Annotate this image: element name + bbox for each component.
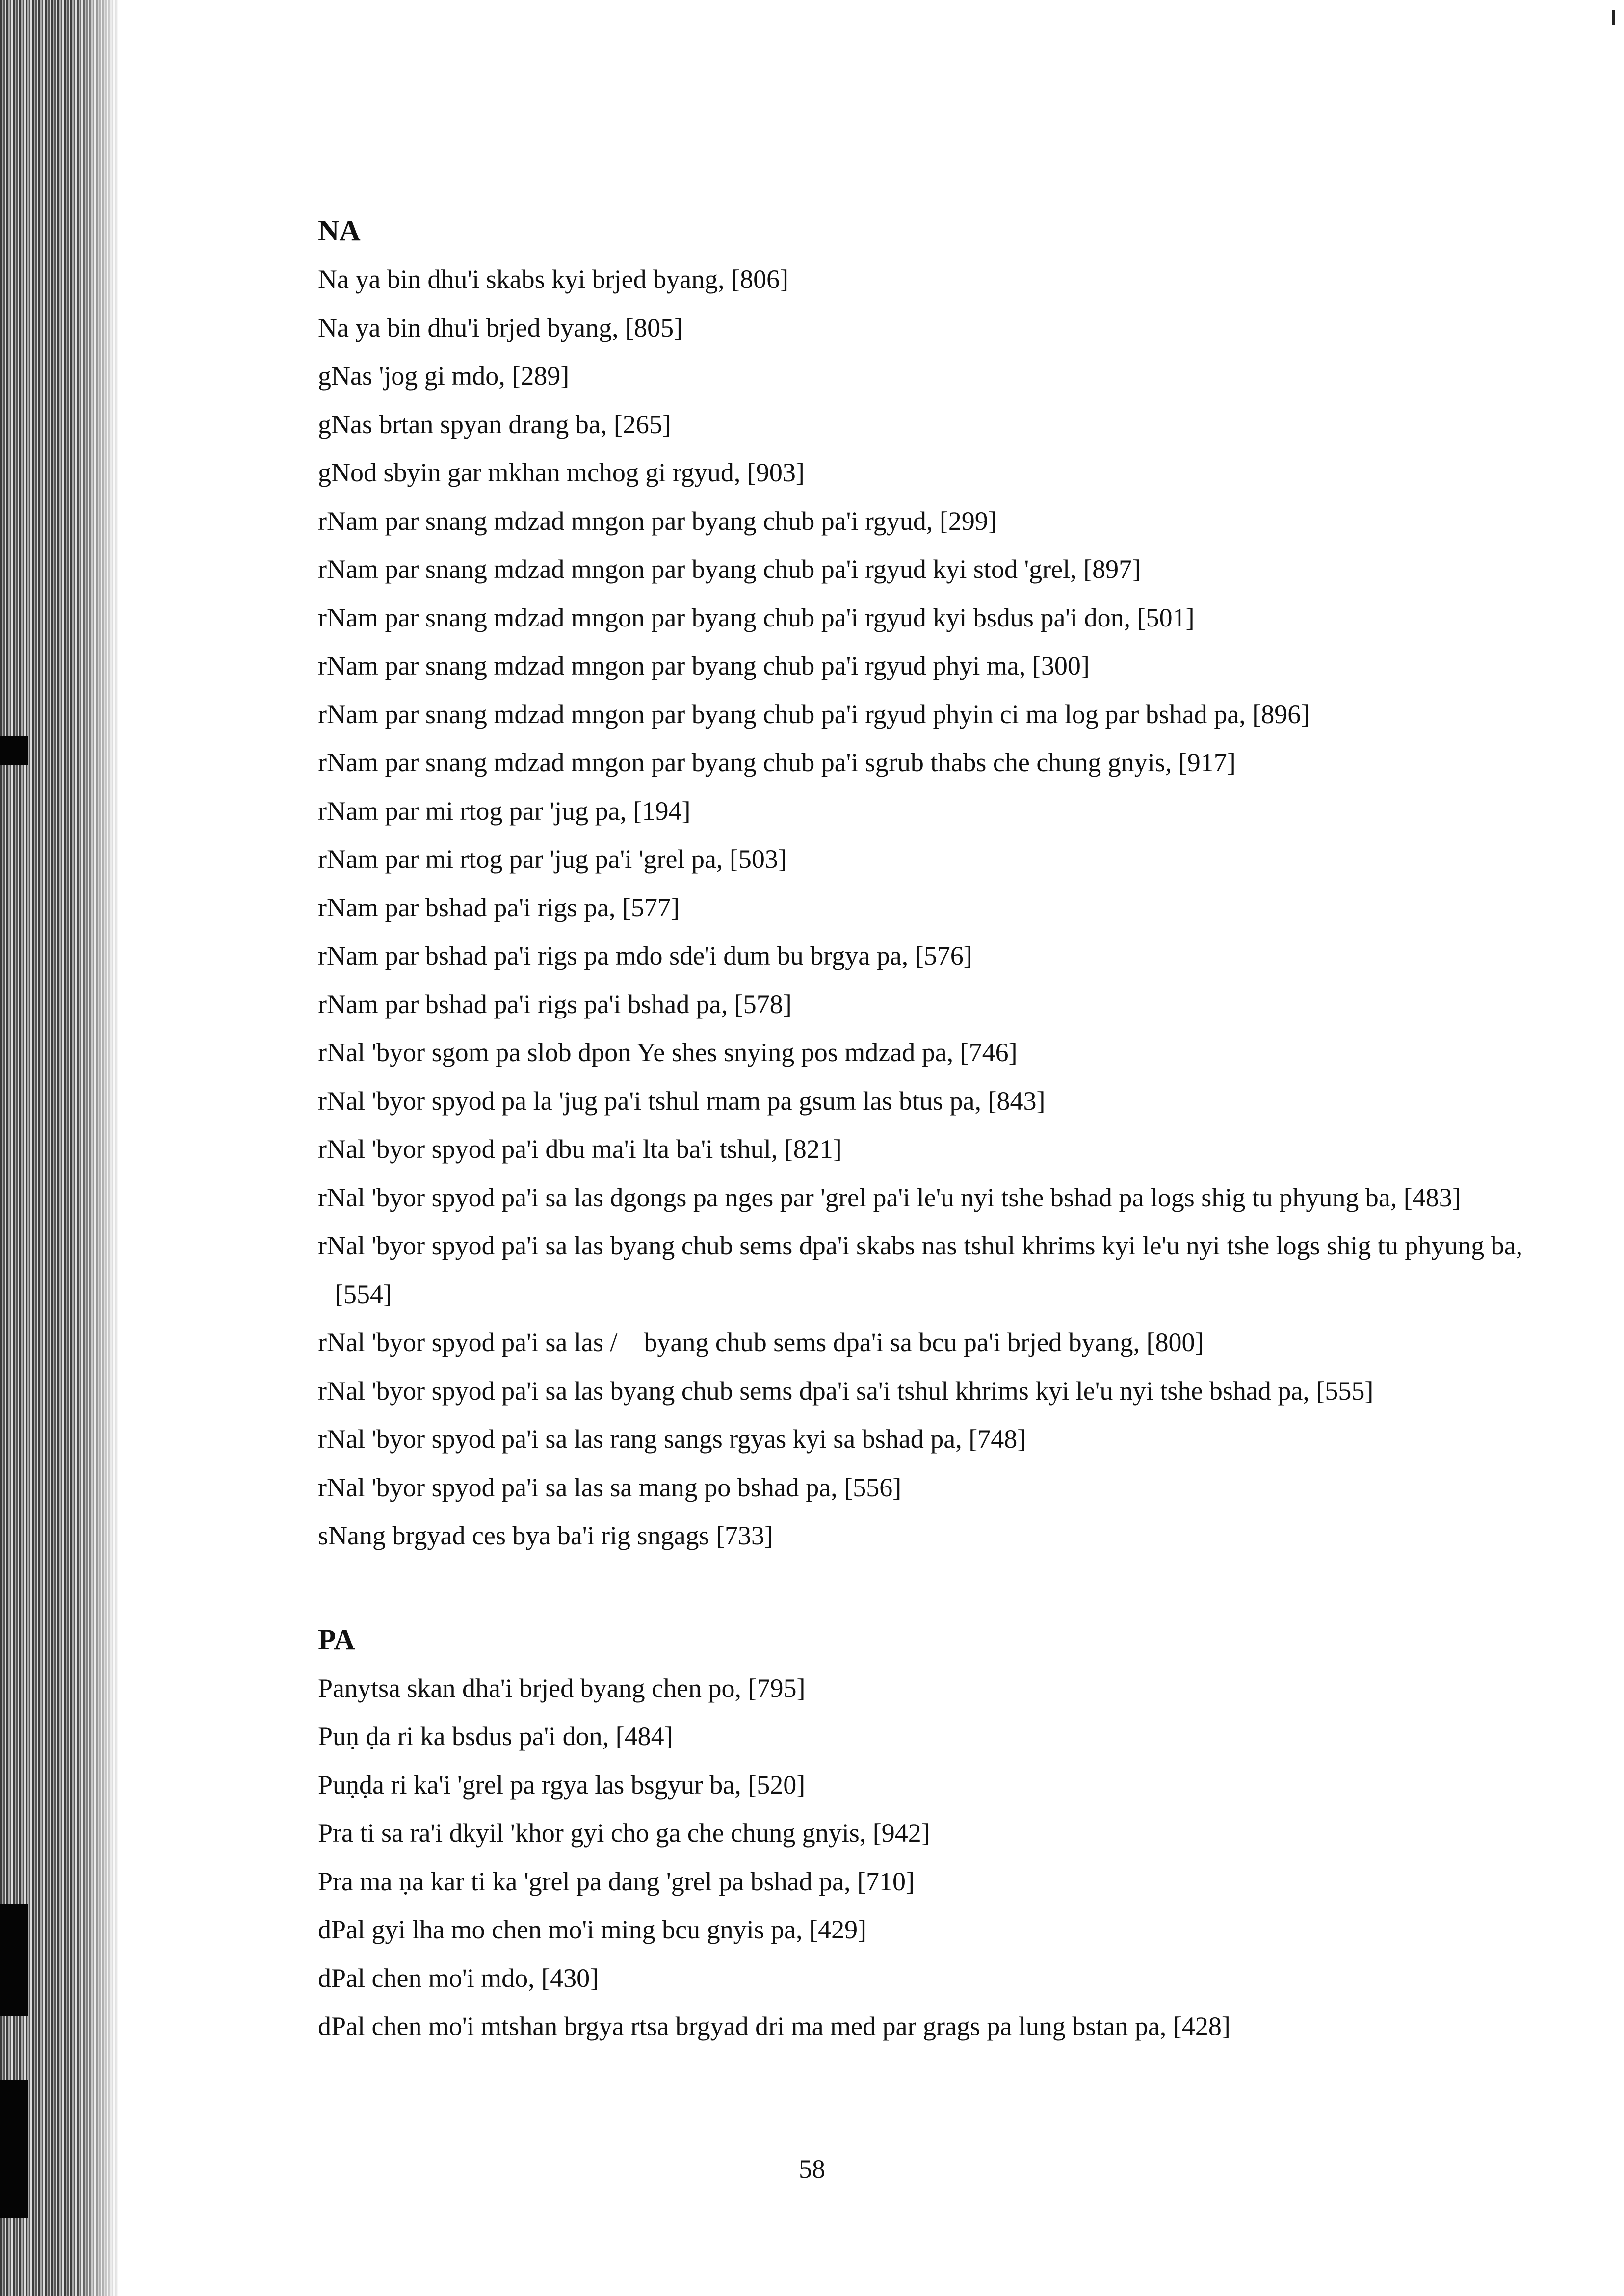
scan-edge-mark	[0, 736, 28, 765]
index-entry: sNang brgyad ces bya ba'i rig sngags [733]	[318, 1521, 774, 1550]
index-entry: Puṇḍa ri ka'i 'grel pa rgya las bsgyur ba, [520]	[318, 1770, 806, 1800]
scan-edge-fade	[74, 0, 118, 2296]
scan-edge-mark	[0, 2080, 28, 2218]
scan-edge-mark	[0, 1904, 28, 2016]
index-entry: rNal 'byor spyod pa'i sa las sa mang po bshad pa, [556]	[318, 1472, 902, 1502]
index-content	[318, 206, 1574, 2051]
index-entry: gNas brtan spyan drang ba, [265]	[318, 409, 671, 439]
section-gap	[318, 1560, 1574, 1615]
index-entry: dPal chen mo'i mdo, [430]	[318, 1963, 599, 1993]
index-entry: rNam par mi rtog par 'jug pa, [194]	[318, 796, 691, 826]
index-entry: rNal 'byor spyod pa'i sa las byang chub sems dpa'i skabs nas tshul khrims kyi le'u nyi tshe logs shig tu phyung ba, [554]	[318, 1231, 1523, 1309]
index-entry: rNal 'byor spyod pa'i sa las / byang chub sems dpa'i sa bcu pa'i brjed byang, [800]	[318, 1328, 1204, 1357]
section-pa	[318, 1615, 1574, 2051]
index-entry: Pra ti sa ra'i dkyil 'khor gyi cho ga che chung gnyis, [942]	[318, 1818, 930, 1848]
index-entry: rNal 'byor spyod pa la 'jug pa'i tshul rnam pa gsum las btus pa, [843]	[318, 1086, 1046, 1116]
index-entry: rNam par bshad pa'i rigs pa'i bshad pa, [578]	[318, 989, 792, 1019]
index-entry: rNam par snang mdzad mngon par byang chub pa'i rgyud kyi stod 'grel, [897]	[318, 554, 1141, 584]
index-entry: Na ya bin dhu'i skabs kyi brjed byang, [806]	[318, 264, 789, 294]
index-entry: rNal 'byor spyod pa'i sa las dgongs pa nges par 'grel pa'i le'u nyi tshe bshad pa logs shig tu phyung ba, [483]	[318, 1182, 1461, 1212]
section-heading: NA	[318, 214, 361, 247]
page-number: 58	[799, 2154, 825, 2184]
section-na	[318, 206, 1574, 1560]
index-entry: gNas 'jog gi mdo, [289]	[318, 361, 570, 391]
index-entry: rNam par snang mdzad mngon par byang chub pa'i rgyud kyi bsdus pa'i don, [501]	[318, 602, 1195, 632]
index-entry: rNal 'byor sgom pa slob dpon Ye shes snying pos mdzad pa, [746]	[318, 1038, 1018, 1067]
index-entry: dPal gyi lha mo chen mo'i ming bcu gnyis pa, [429]	[318, 1915, 867, 1944]
scan-corner-mark	[1612, 10, 1615, 25]
index-entry: rNam par snang mdzad mngon par byang chub pa'i sgrub thabs che chung gnyis, [917]	[318, 748, 1236, 777]
section-heading: PA	[318, 1623, 355, 1656]
index-entry: Pra ma ṇa kar ti ka 'grel pa dang 'grel pa bshad pa, [710]	[318, 1866, 915, 1896]
index-entry: Na ya bin dhu'i brjed byang, [805]	[318, 313, 683, 342]
index-entry: rNam par snang mdzad mngon par byang chub pa'i rgyud phyin ci ma log par bshad pa, [896]	[318, 699, 1310, 729]
index-entry: rNam par mi rtog par 'jug pa'i 'grel pa, [503]	[318, 844, 787, 874]
index-entry: Puṇ ḍa ri ka bsdus pa'i don, [484]	[318, 1722, 673, 1751]
index-entry: rNam par bshad pa'i rigs pa, [577]	[318, 892, 680, 922]
index-entry: rNal 'byor spyod pa'i dbu ma'i lta ba'i tshul, [821]	[318, 1134, 842, 1164]
index-entry: Panytsa skan dha'i brjed byang chen po, [795]	[318, 1673, 806, 1703]
index-entry: rNam par snang mdzad mngon par byang chub pa'i rgyud phyi ma, [300]	[318, 651, 1090, 680]
index-entry: rNal 'byor spyod pa'i sa las rang sangs rgyas kyi sa bshad pa, [748]	[318, 1424, 1026, 1454]
index-entry: rNam par bshad pa'i rigs pa mdo sde'i dum bu brgya pa, [576]	[318, 941, 972, 970]
index-entry: rNam par snang mdzad mngon par byang chub pa'i rgyud, [299]	[318, 506, 997, 536]
index-entry: gNod sbyin gar mkhan mchog gi rgyud, [903]	[318, 458, 805, 487]
index-entry: rNal 'byor spyod pa'i sa las byang chub sems dpa'i sa'i tshul khrims kyi le'u nyi tshe bshad pa, [555]	[318, 1376, 1374, 1406]
index-entry: dPal chen mo'i mtshan brgya rtsa brgyad dri ma med par grags pa lung bstan pa, [428]	[318, 2011, 1231, 2041]
